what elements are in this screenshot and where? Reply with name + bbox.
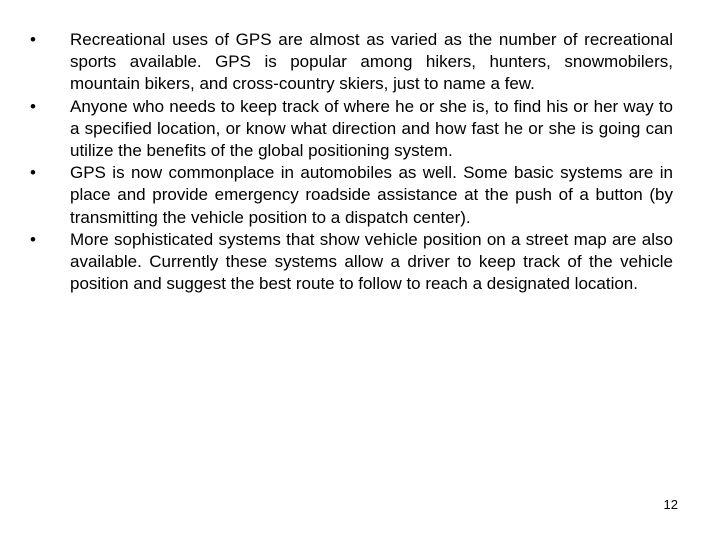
bullet-item-recreational — [30, 29, 673, 96]
bullet-list — [30, 29, 673, 295]
page-number: 12 — [663, 497, 678, 512]
bullet-item-street-map — [30, 229, 673, 296]
bullet-text: Recreational uses of GPS are almost as varied as the number of recreational sports available. GPS is popular among hikers, hunters, snowmobilers, mountain bikers, and cross-country skiers, just to name a few. — [70, 30, 673, 94]
bullet-text: More sophisticated systems that show vehicle position on a street map are also available. Currently these systems allow a driver to keep track of the vehicle position and suggest the best route to follow to reach a designated location. — [70, 229, 673, 294]
bullet-item-navigation — [30, 96, 673, 163]
bullet-text: GPS is now commonplace in automobiles as well. Some basic systems are in place and provide emergency roadside assistance at the push of a button (by transmitting the vehicle position to a dispatch center). — [70, 163, 673, 227]
bullet-text: Anyone who needs to keep track of where he or she is, to find his or her way to a specified location, or know what direction and how fast he or she is going can utilize the benefits of the global positioning system. — [70, 96, 673, 161]
bullet-icon: • — [30, 96, 36, 116]
bullet-icon: • — [30, 163, 36, 183]
bullet-icon: • — [30, 30, 36, 49]
bullet-icon: • — [30, 229, 36, 249]
bullet-item-automobiles — [30, 162, 673, 229]
